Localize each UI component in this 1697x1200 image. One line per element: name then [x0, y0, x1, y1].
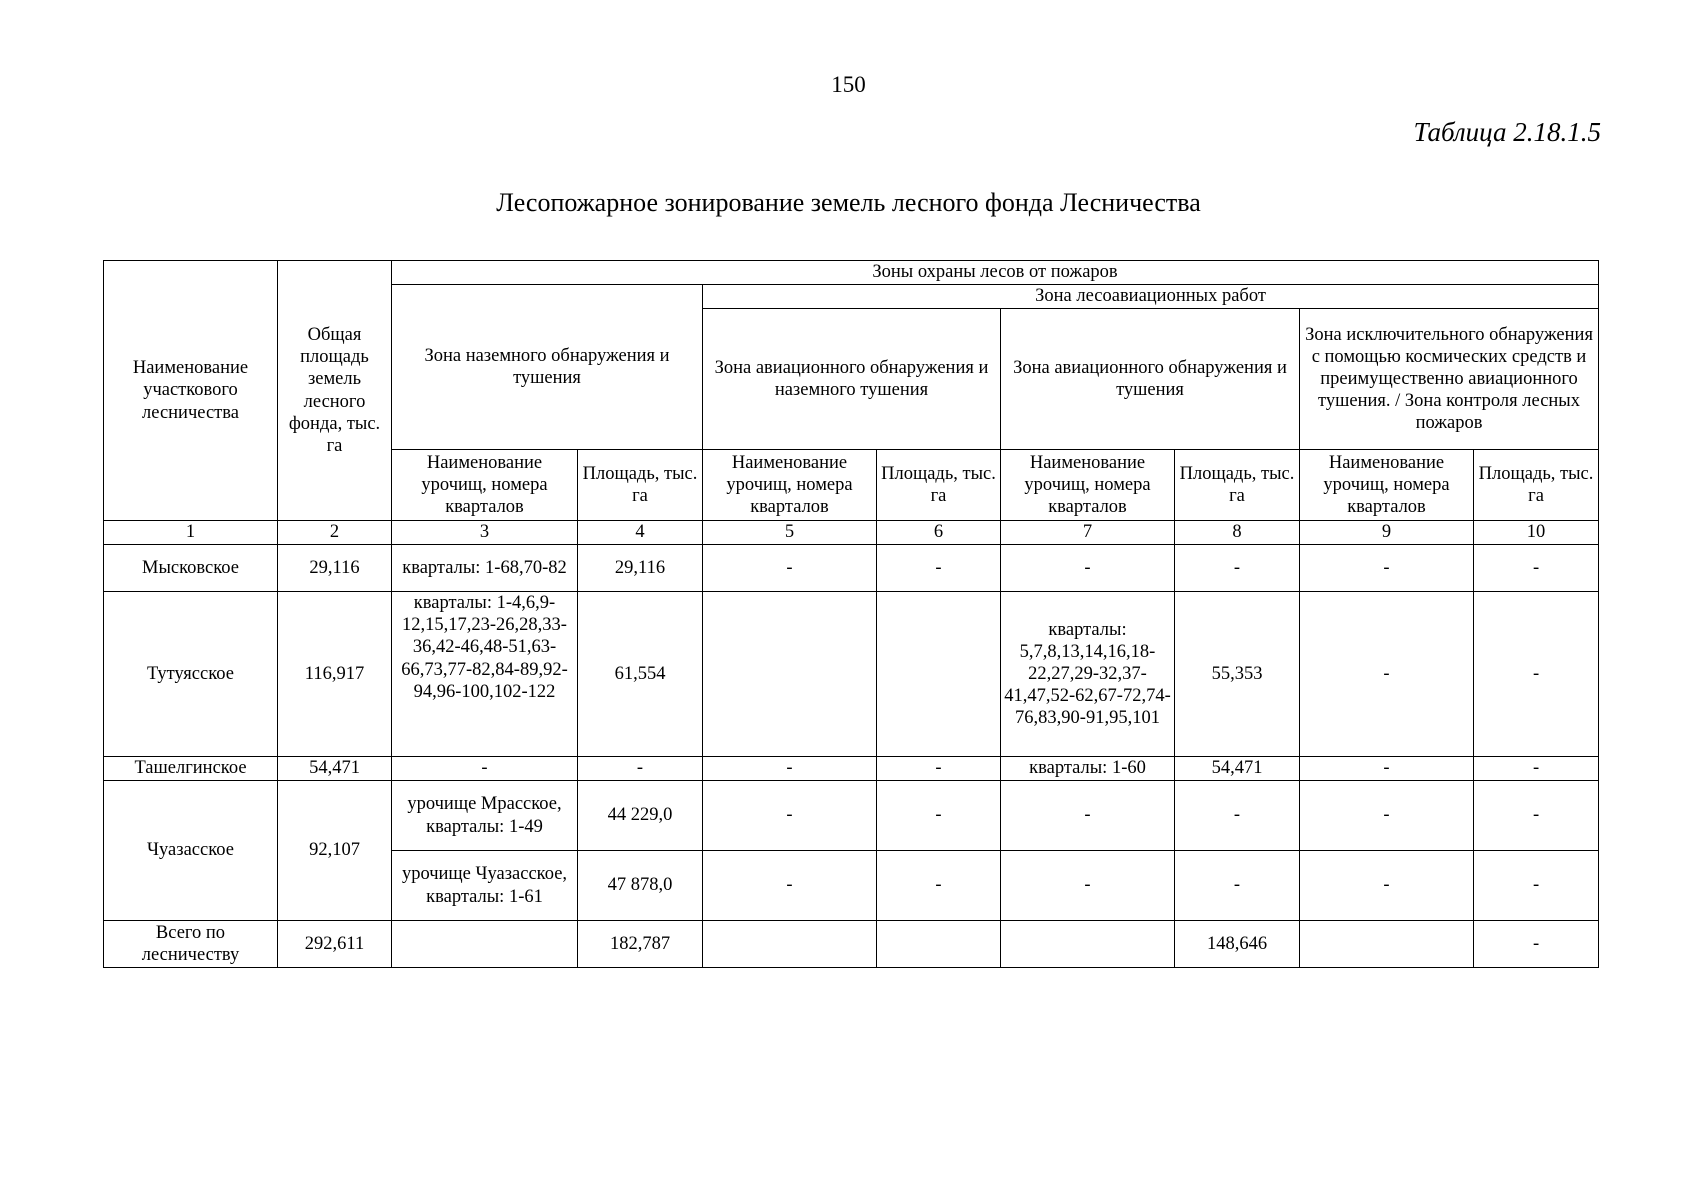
header-fire-protection-zones: Зоны охраны лесов от пожаров — [392, 261, 1599, 285]
cell-total-area: 54,471 — [278, 757, 392, 781]
cell-ground-area: 44 229,0 — [578, 781, 703, 851]
column-number: 2 — [278, 521, 392, 545]
column-number: 7 — [1001, 521, 1175, 545]
cell-avia-ground-area: - — [877, 757, 1001, 781]
column-number: 4 — [578, 521, 703, 545]
cell-ground-quarters: кварталы: 1-4,6,9-12,15,17,23-26,28,33-36,42-46,48-51,63-66,73,77-82,84-89,92-94,96-100,102-122 — [392, 592, 578, 757]
header-zone-space: Зона исключительного обнаружения с помощью космических средств и преимущественно авиационного тушения. / Зона контроля лесных пожаров — [1300, 309, 1599, 450]
cell-avia-ground-quarters — [703, 921, 877, 968]
subheader-area-10: Площадь, тыс. га — [1474, 450, 1599, 521]
page-number: 150 — [831, 72, 866, 97]
cell-ground-quarters: кварталы: 1-68,70-82 — [392, 545, 578, 592]
column-number: 1 — [104, 521, 278, 545]
cell-ground-quarters: урочище Мрасское, кварталы: 1-49 — [392, 781, 578, 851]
column-number-row — [104, 521, 1599, 545]
document-title: Лесопожарное зонирование земель лесного фонда Лесничества — [496, 188, 1201, 217]
column-number: 6 — [877, 521, 1001, 545]
cell-avia-ground-area: - — [877, 781, 1001, 851]
header-total-area: Общая площадь земель лесного фонда, тыс. га — [278, 261, 392, 521]
cell-space-quarters: - — [1300, 545, 1474, 592]
cell-avia-quarters: - — [1001, 545, 1175, 592]
column-number: 9 — [1300, 521, 1474, 545]
header-zone-aviation: Зона лесоавиационных работ — [703, 285, 1599, 309]
cell-avia-ground-quarters: - — [703, 545, 877, 592]
header-name: Наименование участкового лесничества — [104, 261, 278, 521]
cell-space-area: - — [1474, 545, 1599, 592]
cell-space-quarters: - — [1300, 851, 1474, 921]
cell-forestry-name: Тутуясское — [104, 592, 278, 757]
cell-forestry-name: Мысковское — [104, 545, 278, 592]
header-zone-avia-full: Зона авиационного обнаружения и тушения — [1001, 309, 1300, 450]
cell-avia-area: 54,471 — [1175, 757, 1300, 781]
cell-space-area: - — [1474, 781, 1599, 851]
subheader-name-5: Наименование урочищ, номера кварталов — [703, 450, 877, 521]
cell-avia-quarters: - — [1001, 781, 1175, 851]
cell-space-area: - — [1474, 851, 1599, 921]
cell-ground-area: 47 878,0 — [578, 851, 703, 921]
subheader-name-3: Наименование урочищ, номера кварталов — [392, 450, 578, 521]
cell-total-area: 92,107 — [278, 781, 392, 921]
subheader-area-4: Площадь, тыс. га — [578, 450, 703, 521]
cell-forestry-name: Ташелгинское — [104, 757, 278, 781]
cell-avia-area: - — [1175, 545, 1300, 592]
cell-avia-ground-area — [877, 921, 1001, 968]
cell-avia-quarters: кварталы: 1-60 — [1001, 757, 1175, 781]
cell-ground-quarters: - — [392, 757, 578, 781]
column-number: 3 — [392, 521, 578, 545]
cell-ground-area: - — [578, 757, 703, 781]
column-number: 8 — [1175, 521, 1300, 545]
cell-avia-area: - — [1175, 781, 1300, 851]
cell-avia-ground-area — [877, 592, 1001, 757]
cell-total-label: Всего по лесничеству — [104, 921, 278, 968]
table-row-chuazasskoe-a — [104, 781, 1599, 851]
table-row-total — [104, 921, 1599, 968]
cell-avia-ground-quarters — [703, 592, 877, 757]
cell-ground-area: 61,554 — [578, 592, 703, 757]
cell-avia-ground-area: - — [877, 545, 1001, 592]
cell-ground-area: 182,787 — [578, 921, 703, 968]
cell-avia-area: 55,353 — [1175, 592, 1300, 757]
cell-avia-quarters — [1001, 921, 1175, 968]
subheader-area-8: Площадь, тыс. га — [1175, 450, 1300, 521]
header-zone-avia-ground: Зона авиационного обнаружения и наземного тушения — [703, 309, 1001, 450]
subheader-area-6: Площадь, тыс. га — [877, 450, 1001, 521]
table-row-tashelginskoe — [104, 757, 1599, 781]
cell-total-area: 116,917 — [278, 592, 392, 757]
cell-avia-area: 148,646 — [1175, 921, 1300, 968]
cell-total-area: 292,611 — [278, 921, 392, 968]
table-reference: Таблица 2.18.1.5 — [1413, 117, 1601, 147]
cell-space-area: - — [1474, 757, 1599, 781]
header-row-1 — [104, 261, 1599, 285]
cell-ground-quarters: урочище Чуазасское, кварталы: 1-61 — [392, 851, 578, 921]
cell-avia-ground-area: - — [877, 851, 1001, 921]
cell-space-area: - — [1474, 592, 1599, 757]
cell-space-quarters: - — [1300, 592, 1474, 757]
cell-avia-ground-quarters: - — [703, 851, 877, 921]
table-row-tutuyasskoe — [104, 592, 1599, 757]
cell-avia-area: - — [1175, 851, 1300, 921]
column-number: 5 — [703, 521, 877, 545]
header-zone-ground: Зона наземного обнаружения и тушения — [392, 285, 703, 450]
cell-avia-ground-quarters: - — [703, 757, 877, 781]
cell-avia-quarters: - — [1001, 851, 1175, 921]
cell-ground-quarters — [392, 921, 578, 968]
column-number: 10 — [1474, 521, 1599, 545]
cell-avia-ground-quarters: - — [703, 781, 877, 851]
subheader-name-7: Наименование урочищ, номера кварталов — [1001, 450, 1175, 521]
table-row-myskovskoe — [104, 545, 1599, 592]
subheader-name-9: Наименование урочищ, номера кварталов — [1300, 450, 1474, 521]
cell-space-quarters: - — [1300, 781, 1474, 851]
cell-total-area: 29,116 — [278, 545, 392, 592]
fire-zoning-table — [103, 260, 1599, 968]
cell-space-quarters: - — [1300, 757, 1474, 781]
cell-forestry-name: Чуазасское — [104, 781, 278, 921]
cell-ground-area: 29,116 — [578, 545, 703, 592]
cell-space-quarters — [1300, 921, 1474, 968]
cell-space-area: - — [1474, 921, 1599, 968]
cell-avia-quarters: кварталы: 5,7,8,13,14,16,18-22,27,29-32,37-41,47,52-62,67-72,74-76,83,90-91,95,101 — [1001, 592, 1175, 757]
